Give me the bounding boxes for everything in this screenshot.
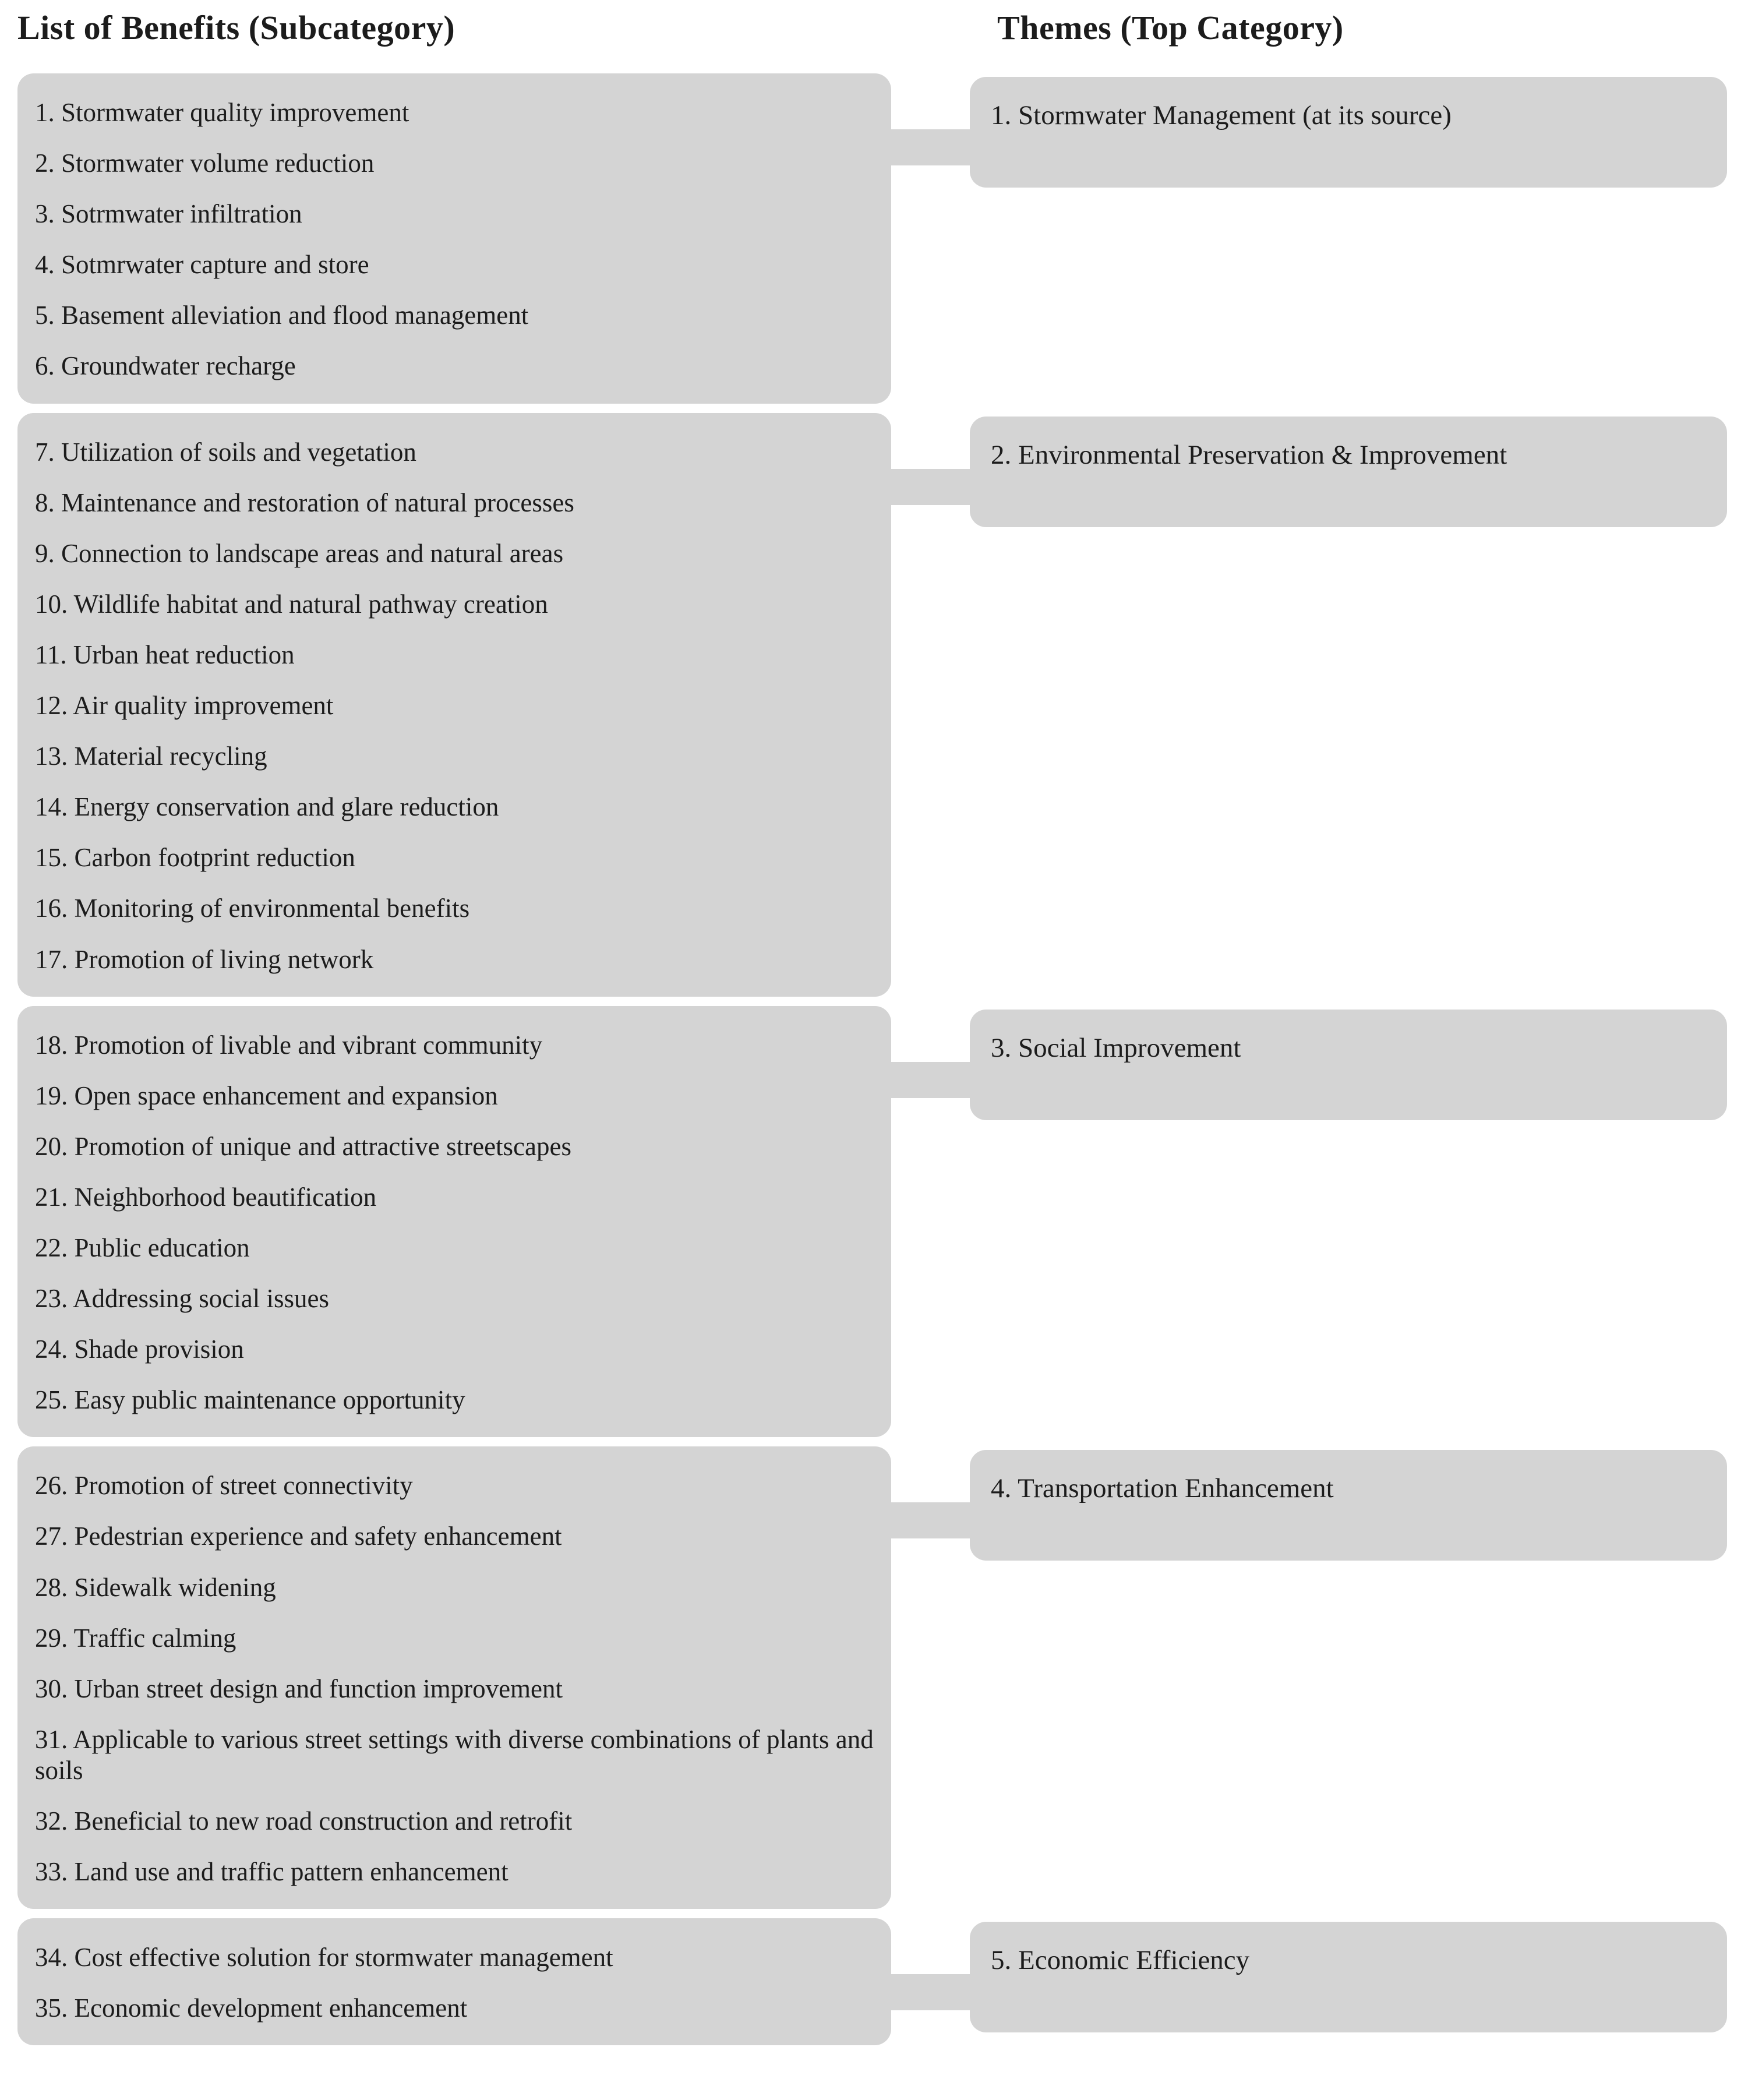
theme-label: 5. Economic Efficiency xyxy=(991,1945,1250,1976)
benefit-item: 7. Utilization of soils and vegetation xyxy=(35,437,416,467)
benefit-item: 34. Cost effective solution for stormwater management xyxy=(35,1943,613,1972)
benefit-theme-group xyxy=(17,1006,1727,1438)
benefit-item: 33. Land use and traffic pattern enhancement xyxy=(35,1857,508,1887)
benefit-item: 35. Economic development enhancement xyxy=(35,1993,468,2023)
benefit-item: 8. Maintenance and restoration of natural processes xyxy=(35,488,574,517)
theme-box xyxy=(970,417,1727,527)
benefit-item: 1. Stormwater quality improvement xyxy=(35,98,409,127)
benefit-item: 19. Open space enhancement and expansion xyxy=(35,1081,498,1110)
benefit-item: 9. Connection to landscape areas and natural areas xyxy=(35,538,564,568)
benefit-item: 25. Easy public maintenance opportunity xyxy=(35,1385,465,1415)
benefit-item: 24. Shade provision xyxy=(35,1335,244,1364)
benefit-item: 17. Promotion of living network xyxy=(35,944,374,974)
benefit-item: 20. Promotion of unique and attractive streetscapes xyxy=(35,1131,571,1161)
theme-box xyxy=(970,1922,1727,2032)
benefits-box xyxy=(17,413,891,997)
theme-label: 1. Stormwater Management (at its source) xyxy=(991,100,1452,130)
benefit-item: 2. Stormwater volume reduction xyxy=(35,149,375,178)
benefit-item: 12. Air quality improvement xyxy=(35,691,334,721)
benefit-theme-group xyxy=(17,1446,1727,1909)
benefits-box xyxy=(17,1446,891,1909)
benefit-item: 10. Wildlife habitat and natural pathway creation xyxy=(35,589,548,619)
left-column-header: List of Benefits (Subcategory) xyxy=(17,9,455,47)
benefit-item: 18. Promotion of livable and vibrant community xyxy=(35,1030,543,1060)
benefit-item: 31. Applicable to various street settings with diverse combinations of plants and soils xyxy=(35,1724,874,1785)
benefit-item: 22. Public education xyxy=(35,1233,250,1262)
benefits-box xyxy=(17,73,891,404)
benefit-item: 3. Sotrmwater infiltration xyxy=(35,199,302,229)
benefit-item: 32. Beneficial to new road construction and retrofit xyxy=(35,1806,573,1836)
column-headers xyxy=(17,8,1727,73)
benefit-item: 21. Neighborhood beautification xyxy=(35,1182,377,1212)
theme-box xyxy=(970,1450,1727,1561)
benefit-item: 27. Pedestrian experience and safety enhancement xyxy=(35,1522,562,1551)
benefit-theme-group xyxy=(17,413,1727,997)
benefit-item: 30. Urban street design and function improvement xyxy=(35,1674,563,1703)
benefit-item: 28. Sidewalk widening xyxy=(35,1572,276,1602)
benefit-item: 29. Traffic calming xyxy=(35,1623,236,1653)
benefit-item: 4. Sotmrwater capture and store xyxy=(35,250,369,280)
theme-label: 4. Transportation Enhancement xyxy=(991,1473,1334,1504)
theme-box xyxy=(970,77,1727,188)
benefit-theme-group xyxy=(17,73,1727,404)
benefits-box xyxy=(17,1006,891,1438)
benefit-item: 13. Material recycling xyxy=(35,742,267,771)
benefit-item: 5. Basement alleviation and flood management xyxy=(35,301,529,330)
benefit-item: 16. Monitoring of environmental benefits xyxy=(35,894,470,923)
benefit-theme-group xyxy=(17,1918,1727,2045)
theme-label: 2. Environmental Preservation & Improvement xyxy=(991,439,1507,470)
benefit-item: 23. Addressing social issues xyxy=(35,1284,329,1314)
theme-label: 3. Social Improvement xyxy=(991,1032,1241,1063)
right-column-header: Themes (Top Category) xyxy=(997,9,1344,47)
benefit-item: 14. Energy conservation and glare reduction xyxy=(35,792,499,822)
groups-container xyxy=(17,73,1727,2045)
benefit-item: 6. Groundwater recharge xyxy=(35,351,296,381)
benefit-item: 15. Carbon footprint reduction xyxy=(35,843,355,873)
benefit-item: 26. Promotion of street connectivity xyxy=(35,1471,413,1501)
benefit-item: 11. Urban heat reduction xyxy=(35,640,295,669)
benefits-box xyxy=(17,1918,891,2045)
theme-box xyxy=(970,1010,1727,1120)
